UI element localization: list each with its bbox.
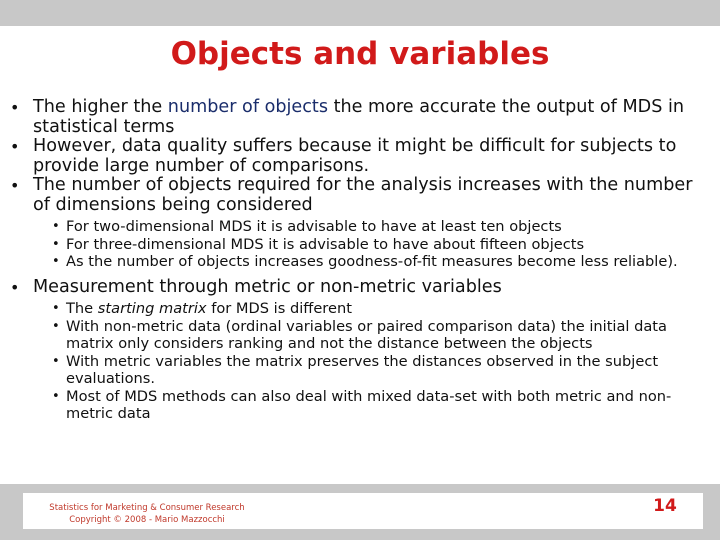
sub-bullet-list — [33, 300, 714, 423]
bullet-text: for MDS is different — [206, 300, 352, 317]
page-number: 14 — [653, 496, 677, 516]
sub-bullet-item — [33, 300, 714, 318]
sub-bullet-list — [33, 218, 714, 271]
bullet-item — [8, 98, 714, 137]
bullet-text: The higher the — [33, 97, 168, 117]
bullet-text: the more accurate the output of MDS in statistical terms — [33, 97, 684, 137]
slide-title: Objects and variables — [170, 36, 550, 72]
sub-bullet-item: • As the number of objects increases goodness-of-fit measures become less reliable). — [33, 253, 714, 271]
bullet-item — [8, 278, 714, 423]
bullet-list — [8, 98, 714, 423]
top-band — [0, 0, 720, 26]
sub-bullet-item: • With non-metric data (ordinal variables or paired comparison data) the initial data matrix only considers ranking and not the distance between the objects — [33, 318, 714, 353]
sub-bullet-item: • Most of MDS methods can also deal with mixed data-set with both metric and non-metric data — [33, 388, 714, 423]
footer-copyright-line: Copyright © 2008 - Mario Mazzocchi — [69, 515, 225, 525]
sub-bullet-item: • For three-dimensional MDS it is advisable to have about fifteen objects — [33, 236, 714, 254]
sub-bullet-item: • For two-dimensional MDS it is advisable to have at least ten objects — [33, 218, 714, 236]
bullet-item — [8, 176, 714, 271]
emphasis-text: number of objects — [167, 97, 328, 117]
bullet-text: However, data quality suffers because it might be difficult for subjects to provide large number of comparisons. — [33, 136, 677, 176]
emphasis-text: starting matrix — [97, 300, 207, 317]
bullet-text: The number of objects required for the analysis increases with the number of dimensions being considered — [33, 175, 693, 215]
bullet-item — [8, 137, 714, 176]
bullet-text: Measurement through metric or non-metric variables — [33, 276, 502, 297]
sub-bullet-item: • With metric variables the matrix preserves the distances observed in the subject evaluations. — [33, 353, 714, 388]
footer-credit — [32, 502, 262, 526]
slide-content — [8, 98, 714, 430]
footer-credit-line: Statistics for Marketing & Consumer Research — [49, 503, 245, 513]
bullet-text: The — [66, 300, 98, 317]
